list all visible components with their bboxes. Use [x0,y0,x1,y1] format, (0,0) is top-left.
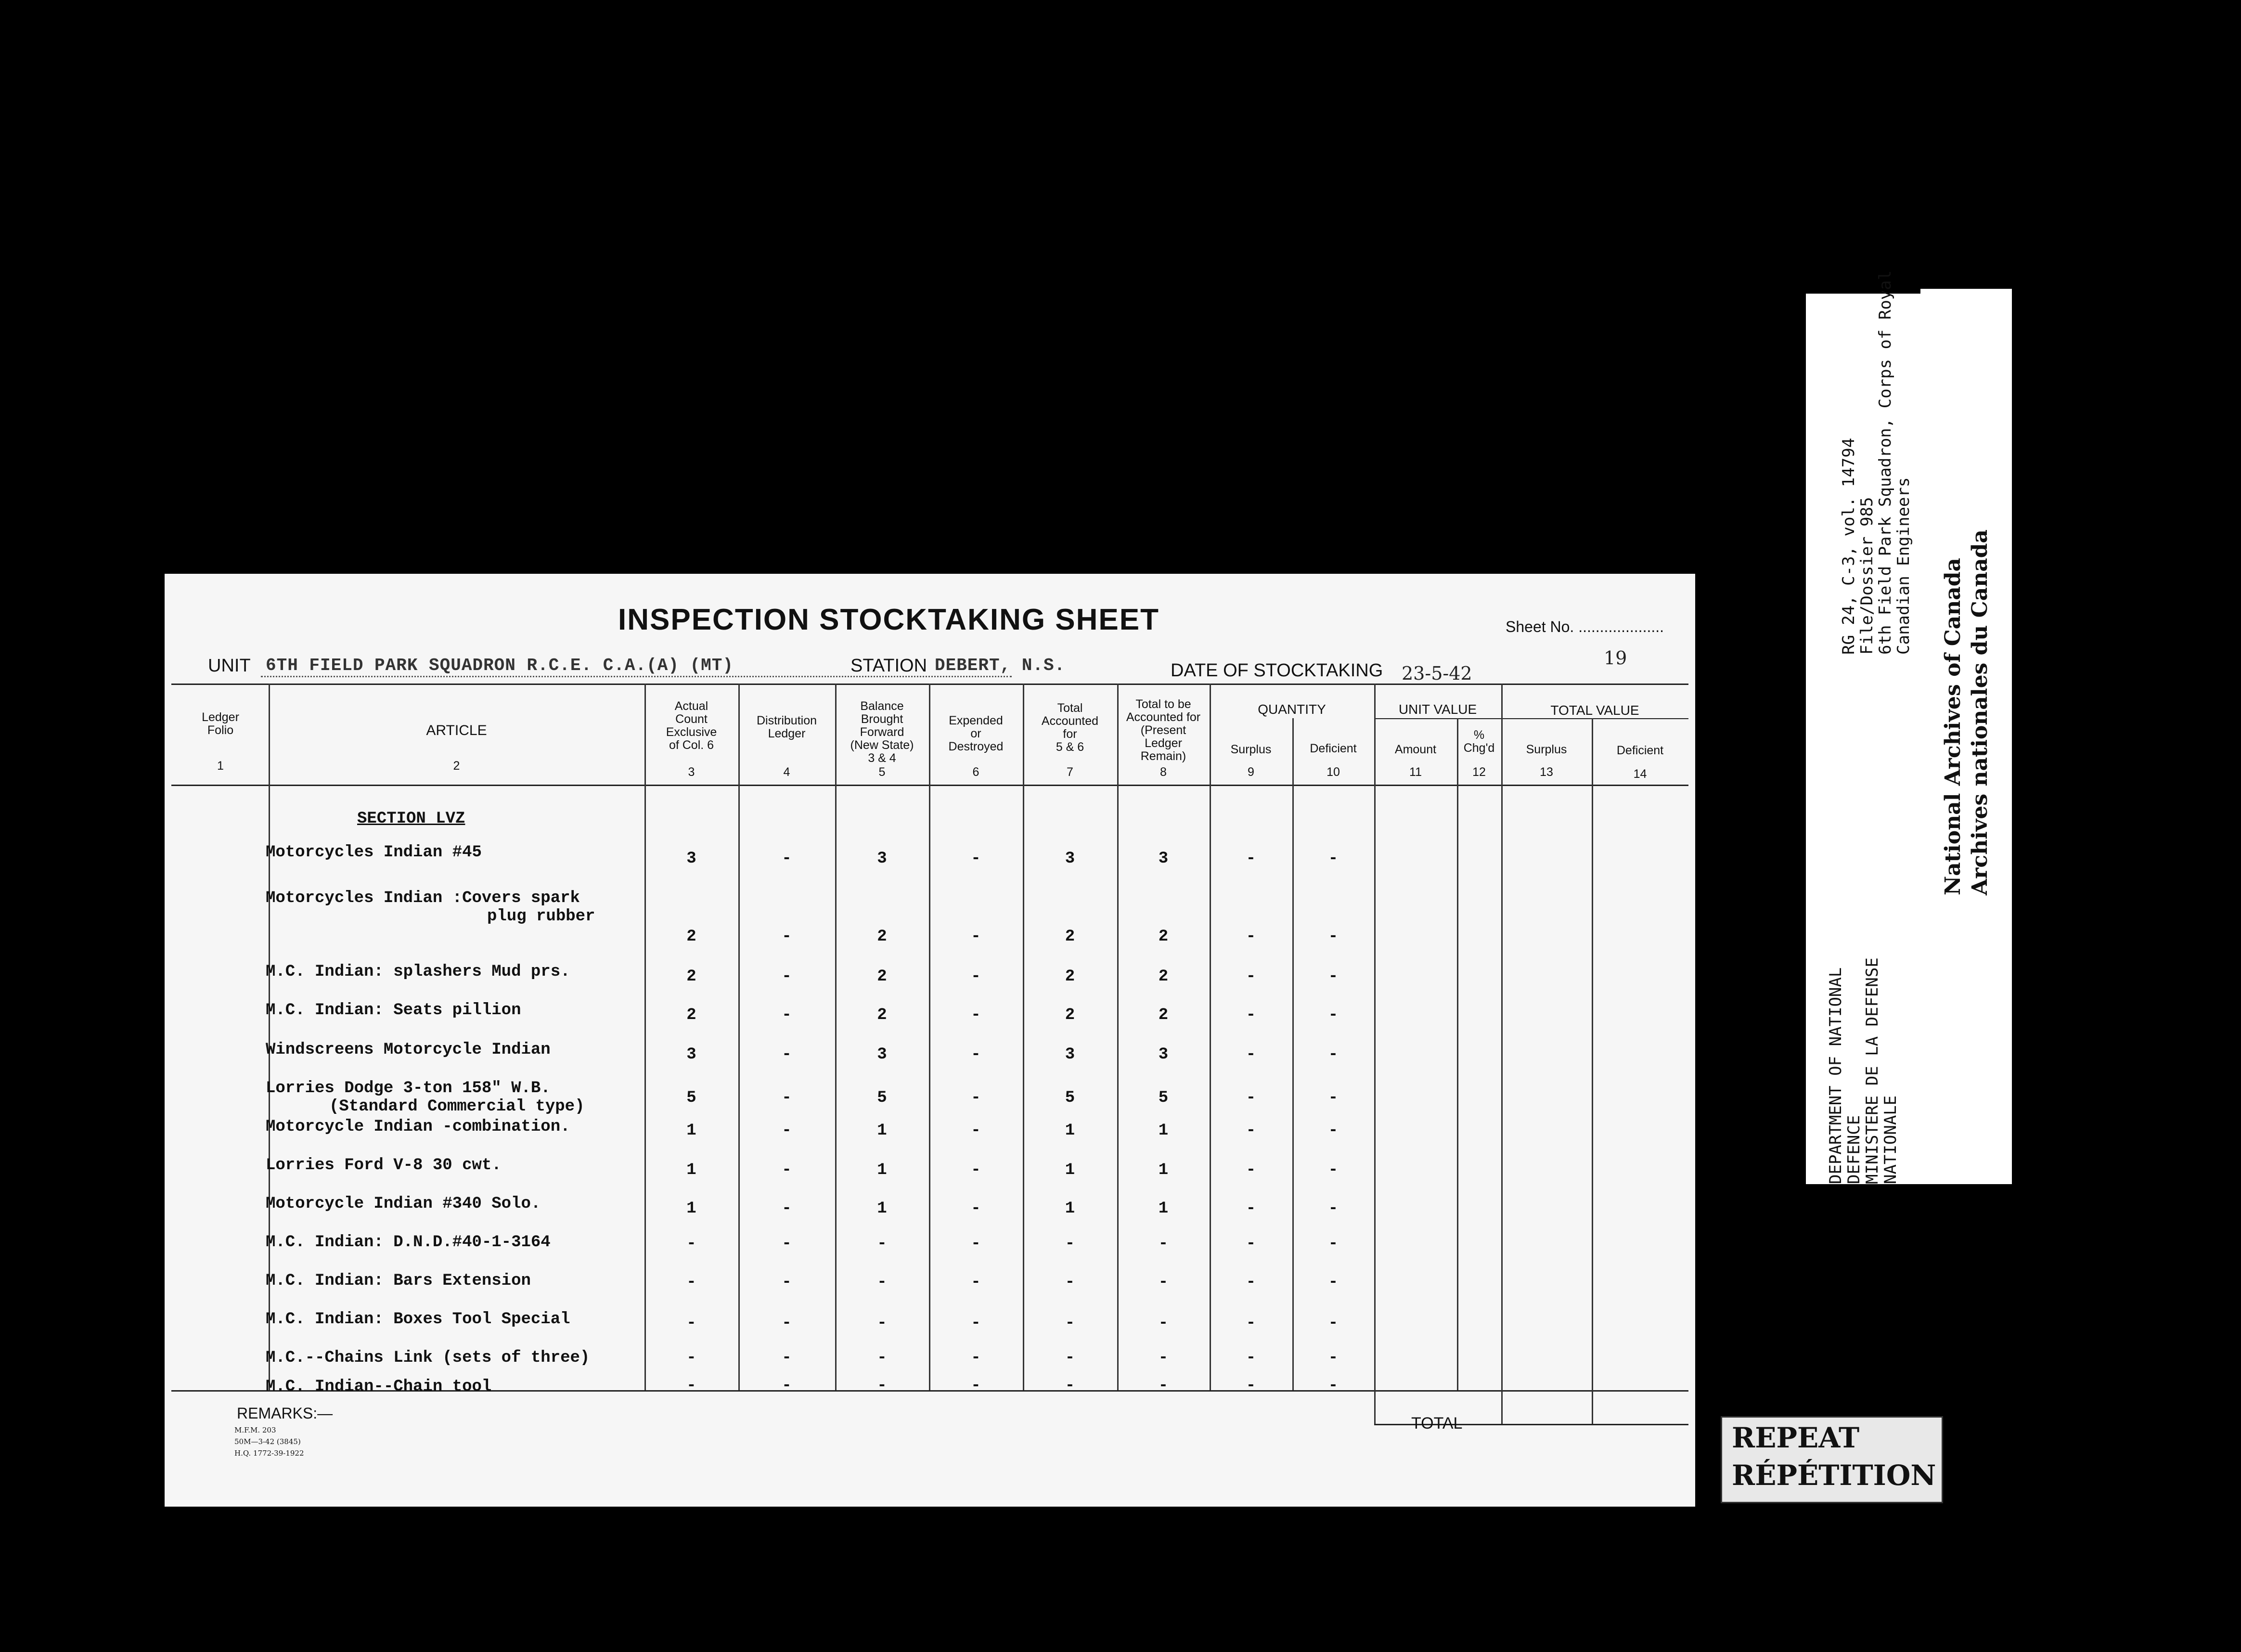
group-header-total-value: TOTAL VALUE [1550,703,1639,718]
section-heading: SECTION LVZ [357,810,465,828]
quantity-cell: - [1328,928,1339,946]
quantity-cell: - [686,1273,696,1291]
quantity-cell: - [782,1273,792,1291]
quantity-cell: - [1246,1314,1256,1332]
article-name: Lorries Ford V-8 30 cwt. [266,1156,502,1174]
col-header-total-to-be-accounted: Total to be Accounted for (Present Ledger Remain) [1126,697,1201,763]
quantity-cell: 1 [1158,1122,1169,1140]
quantity-group-divider [1374,718,1688,719]
quantity-cell: - [1158,1377,1169,1395]
repeat-stamp-line1: REPEAT [1732,1421,1860,1454]
article-name: M.C. Indian: Bars Extension [266,1272,531,1290]
quantity-cell: - [1246,968,1256,986]
quantity-cell: - [971,1349,981,1367]
col-number: 7 [1067,765,1073,779]
archive-reference-text: DEPARTMENT OF NATIONAL DEFENCE MINISTERE DE LA DEFENSE NATIONALE [1826,957,1900,1184]
col-number: 11 [1409,765,1422,779]
quantity-cell: - [877,1273,887,1291]
quantity-cell: 1 [686,1161,696,1179]
quantity-cell: - [782,1161,792,1179]
quantity-cell: - [686,1377,696,1395]
quantity-cell: - [971,1200,981,1218]
col-number: 3 [688,765,695,779]
repeat-stamp [1721,1416,1943,1503]
quantity-cell: 1 [1065,1200,1075,1218]
quantity-cell: 2 [1158,928,1169,946]
quantity-cell: - [782,1122,792,1140]
quantity-cell: 1 [1065,1122,1075,1140]
group-header-quantity: QUANTITY [1258,702,1326,717]
quantity-cell: 1 [877,1200,887,1218]
quantity-cell: - [1158,1235,1169,1253]
quantity-cell: - [971,1161,981,1179]
quantity-cell: - [1328,1314,1339,1332]
quantity-cell: - [1246,850,1256,868]
quantity-cell: 5 [877,1089,887,1107]
quantity-cell: 2 [1158,968,1169,986]
col-number: 6 [972,765,979,779]
col-number: 5 [878,765,886,779]
quantity-cell: - [782,1200,792,1218]
article-name: Motorcycle Indian #340 Solo. [266,1195,541,1213]
article-name: Lorries Dodge 3-ton 158" W.B. [266,1079,551,1097]
quantity-cell: - [877,1314,887,1332]
quantity-cell: - [686,1314,696,1332]
quantity-cell: - [782,1089,792,1107]
quantity-cell: 1 [1158,1161,1169,1179]
quantity-cell: - [1328,1235,1339,1253]
quantity-cell: 5 [686,1089,696,1107]
quantity-cell: 2 [1065,928,1075,946]
col-number: 14 [1633,767,1647,781]
quantity-cell: - [1328,1349,1339,1367]
quantity-cell: - [1246,1273,1256,1291]
quantity-cell: 2 [686,928,696,946]
quantity-cell: 3 [877,1045,887,1064]
col-header-article: ARTICLE [426,723,487,738]
article-name: M.C. Indian: Boxes Tool Special [266,1310,570,1329]
page-number: 19 [1604,647,1627,669]
station-label: STATION [850,656,927,676]
quantity-cell: - [1246,1377,1256,1395]
quantity-cell: 1 [686,1200,696,1218]
quantity-cell: - [877,1377,887,1395]
quantity-cell: - [782,1006,792,1024]
form-title: INSPECTION STOCKTAKING SHEET [618,603,1160,636]
quantity-cell: - [971,1006,981,1024]
station-value: DEBERT, N.S. [935,656,1066,675]
quantity-cell: - [1065,1273,1075,1291]
col-header-surplus: Surplus [1230,743,1272,756]
quantity-cell: - [971,968,981,986]
article-name: Motorcycles Indian :Covers spark [266,889,580,907]
quantity-cell: - [1158,1314,1169,1332]
quantity-cell: - [1328,1273,1339,1291]
col-number: 1 [217,759,224,773]
quantity-cell: - [971,1377,981,1395]
quantity-cell: - [971,1314,981,1332]
quantity-cell: - [1328,968,1339,986]
date-value: 23-5-42 [1402,663,1472,684]
remarks-label: REMARKS:— [237,1405,333,1422]
quantity-cell: 2 [686,968,696,986]
article-name: M.C. Indian: D.N.D.#40-1-3164 [266,1233,551,1252]
form-code: M.F.M. 203 [234,1426,276,1434]
quantity-cell: - [782,1314,792,1332]
article-name: M.C. Indian: splashers Mud prs. [266,963,570,981]
quantity-cell: - [1246,1089,1256,1107]
stocktaking-sheet [165,574,1695,1507]
quantity-cell: - [1328,1006,1339,1024]
quantity-cell: 5 [1158,1089,1169,1107]
quantity-cell: - [782,1349,792,1367]
quantity-cell: 3 [877,850,887,868]
quantity-cell: 2 [1158,1006,1169,1024]
quantity-cell: - [1246,1161,1256,1179]
article-name-continued: (Standard Commercial type) [329,1097,585,1116]
quantity-cell: - [1158,1349,1169,1367]
repeat-stamp-line2: RÉPÉTITION [1732,1459,1936,1492]
quantity-cell: 5 [1065,1089,1075,1107]
quantity-cell: - [782,850,792,868]
column-divider [1592,718,1593,1424]
quantity-cell: - [1246,1200,1256,1218]
quantity-cell: - [877,1235,887,1253]
quantity-cell: - [877,1349,887,1367]
quantity-cell: - [1246,1235,1256,1253]
quantity-cell: 1 [877,1122,887,1140]
quantity-cell: - [971,850,981,868]
col-header-balance-forward: Balance Brought Forward (New State) 3 & 4 [850,699,914,765]
quantity-cell: 2 [877,928,887,946]
national-archives-stamp-text: National Archives of Canada Archives nationales du Canada [1941,529,1992,895]
quantity-cell: - [1246,1006,1256,1024]
quantity-cell: - [1246,928,1256,946]
archive-file-reference: RG 24, C-3, vol. 14794 File/Dossier 985 6th Field Park Squadron, Corps of Royal Canadian Engineers [1839,270,1913,655]
quantity-cell: - [1328,1200,1339,1218]
date-label: DATE OF STOCKTAKING [1171,660,1383,681]
group-header-unit-value: UNIT VALUE [1398,702,1477,717]
quantity-cell: 2 [1065,968,1075,986]
quantity-cell: - [1246,1045,1256,1064]
quantity-cell: - [1328,1122,1339,1140]
unit-label: UNIT [208,656,251,676]
col-header-percent-charged: % Chg'd [1463,728,1495,755]
quantity-cell: - [1065,1314,1075,1332]
quantity-cell: 1 [1065,1161,1075,1179]
quantity-cell: - [971,1089,981,1107]
col-number: 9 [1248,765,1254,779]
quantity-cell: 3 [1065,1045,1075,1064]
quantity-cell: - [1328,1161,1339,1179]
quantity-cell: - [782,968,792,986]
col-number: 10 [1327,765,1340,779]
sheet-number-label: Sheet No. .................... [1506,618,1664,635]
col-number: 4 [783,765,790,779]
col-header-ledger-folio: Ledger Folio [202,710,239,737]
quantity-cell: 3 [686,1045,696,1064]
quantity-cell: 1 [877,1161,887,1179]
article-name: Windscreens Motorcycle Indian [266,1041,551,1059]
quantity-cell: 1 [1158,1200,1169,1218]
quantity-cell: - [686,1349,696,1367]
col-number: 8 [1160,765,1167,779]
quantity-cell: 2 [1065,1006,1075,1024]
quantity-cell: - [971,928,981,946]
column-divider [1501,684,1503,1424]
quantity-cell: - [971,1235,981,1253]
article-name: Motorcycle Indian -combination. [266,1118,570,1136]
quantity-cell: - [1065,1377,1075,1395]
quantity-cell: - [782,928,792,946]
quantity-cell: - [1158,1273,1169,1291]
article-name-continued: plug rubber [487,907,595,926]
form-code: H.Q. 1772-39-1922 [234,1449,304,1458]
quantity-cell: - [1065,1349,1075,1367]
unit-value: 6TH FIELD PARK SQUADRON R.C.E. C.A.(A) (MT) [266,656,734,675]
quantity-cell: - [1246,1122,1256,1140]
quantity-cell: - [686,1235,696,1253]
article-name: M.C. Indian: Seats pillion [266,1001,521,1020]
col-number: 13 [1540,765,1553,779]
quantity-cell: - [1065,1235,1075,1253]
quantity-cell: - [782,1045,792,1064]
quantity-cell: - [1328,850,1339,868]
quantity-cell: - [782,1377,792,1395]
article-name: M.C. Indian--Chain tool [266,1378,492,1396]
column-divider [1374,684,1376,1424]
quantity-cell: - [1246,1349,1256,1367]
quantity-cell: - [971,1045,981,1064]
quantity-cell: 3 [1158,850,1169,868]
quantity-cell: - [1328,1089,1339,1107]
col-header-total-surplus: Surplus [1526,743,1567,756]
form-code: 50M—3-42 (3845) [234,1437,301,1446]
quantity-cell: - [971,1122,981,1140]
quantity-cell: - [1328,1377,1339,1395]
col-header-total-deficient: Deficient [1616,744,1664,757]
article-name: Motorcycles Indian #45 [266,843,482,862]
quantity-cell: - [971,1273,981,1291]
quantity-cell: 3 [1158,1045,1169,1064]
col-header-expended: Expended or Destroyed [948,714,1004,753]
quantity-cell: - [782,1235,792,1253]
article-name: M.C.--Chains Link (sets of three) [266,1349,590,1367]
quantity-cell: 1 [686,1122,696,1140]
quantity-cell: 3 [1065,850,1075,868]
quantity-cell: 3 [686,850,696,868]
quantity-cell: 2 [877,968,887,986]
column-divider [1457,718,1458,1390]
col-header-actual-count: Actual Count Exclusive of Col. 6 [666,699,717,752]
quantity-cell: 2 [686,1006,696,1024]
col-number: 2 [453,759,460,773]
quantity-cell: - [1328,1045,1339,1064]
col-header-amount: Amount [1394,743,1437,756]
col-header-deficient: Deficient [1310,742,1357,755]
total-label: TOTAL [1411,1414,1463,1433]
col-header-total-accounted: Total Accounted for 5 & 6 [1041,701,1099,754]
col-number: 12 [1472,765,1486,779]
quantity-cell: 2 [877,1006,887,1024]
col-header-distribution-ledger: Distribution Ledger [756,714,817,740]
